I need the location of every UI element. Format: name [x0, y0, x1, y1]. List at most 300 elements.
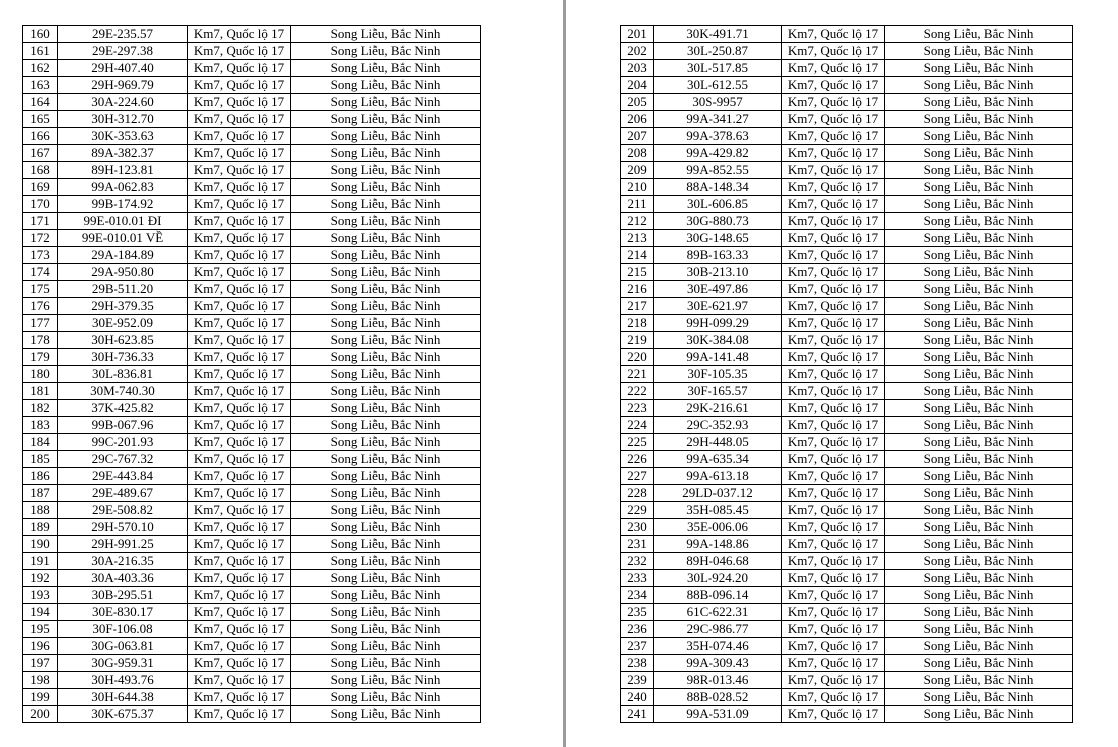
license-plate-cell: 89A-382.37	[58, 145, 188, 162]
location-place-cell: Song Liễu, Bắc Ninh	[885, 213, 1073, 230]
location-place-cell: Song Liễu, Bắc Ninh	[291, 672, 481, 689]
location-place-cell: Song Liễu, Bắc Ninh	[885, 128, 1073, 145]
location-place-cell: Song Liễu, Bắc Ninh	[885, 587, 1073, 604]
table-row	[621, 145, 1073, 162]
license-plate-cell: 89H-046.68	[654, 553, 782, 570]
location-km-cell: Km7, Quốc lộ 17	[782, 145, 885, 162]
location-place-cell: Song Liễu, Bắc Ninh	[291, 502, 481, 519]
row-number-cell: 227	[621, 468, 654, 485]
location-km-cell: Km7, Quốc lộ 17	[188, 570, 291, 587]
row-number-cell: 196	[23, 638, 58, 655]
license-plate-cell: 29E-489.67	[58, 485, 188, 502]
table-row	[621, 621, 1073, 638]
table-row	[23, 621, 481, 638]
row-number-cell: 193	[23, 587, 58, 604]
license-plate-cell: 30K-353.63	[58, 128, 188, 145]
location-place-cell: Song Liễu, Bắc Ninh	[885, 281, 1073, 298]
location-place-cell: Song Liễu, Bắc Ninh	[291, 570, 481, 587]
location-place-cell: Song Liễu, Bắc Ninh	[885, 77, 1073, 94]
table-row	[23, 553, 481, 570]
location-km-cell: Km7, Quốc lộ 17	[188, 281, 291, 298]
license-plate-cell: 30K-384.08	[654, 332, 782, 349]
table-row	[23, 485, 481, 502]
table-row	[23, 451, 481, 468]
row-number-cell: 211	[621, 196, 654, 213]
table-row	[23, 400, 481, 417]
row-number-cell: 236	[621, 621, 654, 638]
location-place-cell: Song Liễu, Bắc Ninh	[291, 485, 481, 502]
location-km-cell: Km7, Quốc lộ 17	[782, 672, 885, 689]
table-row	[621, 638, 1073, 655]
location-km-cell: Km7, Quốc lộ 17	[188, 196, 291, 213]
table-row	[621, 281, 1073, 298]
table-row	[621, 94, 1073, 111]
license-plate-cell: 99A-613.18	[654, 468, 782, 485]
location-place-cell: Song Liễu, Bắc Ninh	[291, 587, 481, 604]
license-plate-cell: 99A-309.43	[654, 655, 782, 672]
location-km-cell: Km7, Quốc lộ 17	[188, 366, 291, 383]
row-number-cell: 224	[621, 417, 654, 434]
row-number-cell: 209	[621, 162, 654, 179]
location-place-cell: Song Liễu, Bắc Ninh	[885, 672, 1073, 689]
location-km-cell: Km7, Quốc lộ 17	[782, 553, 885, 570]
location-km-cell: Km7, Quốc lộ 17	[782, 502, 885, 519]
location-place-cell: Song Liễu, Bắc Ninh	[291, 536, 481, 553]
location-place-cell: Song Liễu, Bắc Ninh	[291, 162, 481, 179]
location-place-cell: Song Liễu, Bắc Ninh	[885, 570, 1073, 587]
table-row	[621, 247, 1073, 264]
location-place-cell: Song Liễu, Bắc Ninh	[291, 230, 481, 247]
license-plate-cell: 89B-163.33	[654, 247, 782, 264]
row-number-cell: 221	[621, 366, 654, 383]
location-place-cell: Song Liễu, Bắc Ninh	[885, 604, 1073, 621]
row-number-cell: 203	[621, 60, 654, 77]
row-number-cell: 181	[23, 383, 58, 400]
row-number-cell: 182	[23, 400, 58, 417]
location-place-cell: Song Liễu, Bắc Ninh	[291, 689, 481, 706]
license-plate-cell: 29A-950.80	[58, 264, 188, 281]
table-row	[621, 570, 1073, 587]
license-plate-cell: 88A-148.34	[654, 179, 782, 196]
table-row	[621, 111, 1073, 128]
table-row	[23, 570, 481, 587]
license-plate-cell: 30G-880.73	[654, 213, 782, 230]
license-plate-cell: 99B-067.96	[58, 417, 188, 434]
location-km-cell: Km7, Quốc lộ 17	[782, 485, 885, 502]
row-number-cell: 217	[621, 298, 654, 315]
license-plate-cell: 30K-675.37	[58, 706, 188, 723]
license-plate-cell: 30H-493.76	[58, 672, 188, 689]
row-number-cell: 207	[621, 128, 654, 145]
location-km-cell: Km7, Quốc lộ 17	[188, 179, 291, 196]
row-number-cell: 165	[23, 111, 58, 128]
location-place-cell: Song Liễu, Bắc Ninh	[291, 638, 481, 655]
page-right	[566, 0, 1118, 747]
license-plate-cell: 29H-407.40	[58, 60, 188, 77]
table-row	[621, 706, 1073, 723]
table-row	[621, 536, 1073, 553]
row-number-cell: 216	[621, 281, 654, 298]
license-plate-cell: 99E-010.01 ĐI	[58, 213, 188, 230]
row-number-cell: 173	[23, 247, 58, 264]
license-plate-cell: 30L-606.85	[654, 196, 782, 213]
location-place-cell: Song Liễu, Bắc Ninh	[291, 706, 481, 723]
license-plate-cell: 30F-105.35	[654, 366, 782, 383]
location-km-cell: Km7, Quốc lộ 17	[782, 706, 885, 723]
license-plate-cell: 30H-736.33	[58, 349, 188, 366]
license-plate-cell: 30H-623.85	[58, 332, 188, 349]
location-place-cell: Song Liễu, Bắc Ninh	[885, 536, 1073, 553]
license-plate-cell: 29K-216.61	[654, 400, 782, 417]
location-place-cell: Song Liễu, Bắc Ninh	[291, 111, 481, 128]
license-plate-cell: 30B-213.10	[654, 264, 782, 281]
location-km-cell: Km7, Quốc lộ 17	[188, 417, 291, 434]
location-km-cell: Km7, Quốc lộ 17	[782, 264, 885, 281]
row-number-cell: 160	[23, 26, 58, 43]
location-km-cell: Km7, Quốc lộ 17	[188, 553, 291, 570]
location-place-cell: Song Liễu, Bắc Ninh	[291, 519, 481, 536]
row-number-cell: 215	[621, 264, 654, 281]
location-place-cell: Song Liễu, Bắc Ninh	[291, 43, 481, 60]
license-plate-cell: 89H-123.81	[58, 162, 188, 179]
location-place-cell: Song Liễu, Bắc Ninh	[291, 196, 481, 213]
row-number-cell: 206	[621, 111, 654, 128]
location-place-cell: Song Liễu, Bắc Ninh	[291, 77, 481, 94]
table-row	[23, 638, 481, 655]
table-row	[621, 604, 1073, 621]
location-place-cell: Song Liễu, Bắc Ninh	[885, 519, 1073, 536]
row-number-cell: 239	[621, 672, 654, 689]
row-number-cell: 201	[621, 26, 654, 43]
location-km-cell: Km7, Quốc lộ 17	[188, 298, 291, 315]
location-km-cell: Km7, Quốc lộ 17	[782, 519, 885, 536]
license-plate-cell: 88B-028.52	[654, 689, 782, 706]
location-km-cell: Km7, Quốc lộ 17	[782, 570, 885, 587]
location-place-cell: Song Liễu, Bắc Ninh	[291, 366, 481, 383]
location-km-cell: Km7, Quốc lộ 17	[188, 383, 291, 400]
row-number-cell: 189	[23, 519, 58, 536]
row-number-cell: 225	[621, 434, 654, 451]
table-row	[23, 26, 481, 43]
license-plate-cell: 37K-425.82	[58, 400, 188, 417]
license-plate-cell: 29H-448.05	[654, 434, 782, 451]
location-place-cell: Song Liễu, Bắc Ninh	[291, 213, 481, 230]
table-row	[23, 655, 481, 672]
location-km-cell: Km7, Quốc lộ 17	[188, 451, 291, 468]
location-place-cell: Song Liễu, Bắc Ninh	[885, 468, 1073, 485]
row-number-cell: 226	[621, 451, 654, 468]
location-place-cell: Song Liễu, Bắc Ninh	[885, 315, 1073, 332]
license-plate-cell: 29B-511.20	[58, 281, 188, 298]
license-plate-cell: 35E-006.06	[654, 519, 782, 536]
license-plate-cell: 99A-341.27	[654, 111, 782, 128]
table-row	[621, 60, 1073, 77]
row-number-cell: 172	[23, 230, 58, 247]
row-number-cell: 205	[621, 94, 654, 111]
location-place-cell: Song Liễu, Bắc Ninh	[291, 621, 481, 638]
row-number-cell: 179	[23, 349, 58, 366]
license-plate-cell: 29E-508.82	[58, 502, 188, 519]
location-place-cell: Song Liễu, Bắc Ninh	[291, 468, 481, 485]
license-plate-cell: 30B-295.51	[58, 587, 188, 604]
license-plate-cell: 30L-517.85	[654, 60, 782, 77]
location-place-cell: Song Liễu, Bắc Ninh	[291, 655, 481, 672]
table-row	[23, 315, 481, 332]
location-km-cell: Km7, Quốc lộ 17	[188, 264, 291, 281]
license-plate-cell: 35H-085.45	[654, 502, 782, 519]
location-place-cell: Song Liễu, Bắc Ninh	[885, 553, 1073, 570]
location-km-cell: Km7, Quốc lộ 17	[188, 43, 291, 60]
table-row	[621, 485, 1073, 502]
row-number-cell: 188	[23, 502, 58, 519]
license-plate-cell: 29C-352.93	[654, 417, 782, 434]
location-place-cell: Song Liễu, Bắc Ninh	[291, 94, 481, 111]
row-number-cell: 184	[23, 434, 58, 451]
row-number-cell: 212	[621, 213, 654, 230]
location-place-cell: Song Liễu, Bắc Ninh	[291, 145, 481, 162]
license-plate-cell: 29A-184.89	[58, 247, 188, 264]
row-number-cell: 222	[621, 383, 654, 400]
location-place-cell: Song Liễu, Bắc Ninh	[885, 417, 1073, 434]
license-plate-cell: 30H-312.70	[58, 111, 188, 128]
location-km-cell: Km7, Quốc lộ 17	[782, 60, 885, 77]
location-place-cell: Song Liễu, Bắc Ninh	[291, 60, 481, 77]
table-row	[23, 604, 481, 621]
location-km-cell: Km7, Quốc lộ 17	[188, 400, 291, 417]
license-plate-cell: 30E-952.09	[58, 315, 188, 332]
location-place-cell: Song Liễu, Bắc Ninh	[291, 383, 481, 400]
row-number-cell: 191	[23, 553, 58, 570]
row-number-cell: 167	[23, 145, 58, 162]
location-km-cell: Km7, Quốc lộ 17	[782, 247, 885, 264]
license-plate-cell: 99A-635.34	[654, 451, 782, 468]
location-km-cell: Km7, Quốc lộ 17	[782, 43, 885, 60]
row-number-cell: 214	[621, 247, 654, 264]
row-number-cell: 171	[23, 213, 58, 230]
license-plate-cell: 30G-063.81	[58, 638, 188, 655]
location-place-cell: Song Liễu, Bắc Ninh	[885, 366, 1073, 383]
license-plate-cell: 29E-297.38	[58, 43, 188, 60]
location-km-cell: Km7, Quốc lộ 17	[782, 298, 885, 315]
row-number-cell: 200	[23, 706, 58, 723]
location-km-cell: Km7, Quốc lộ 17	[782, 655, 885, 672]
location-km-cell: Km7, Quốc lộ 17	[782, 400, 885, 417]
table-row	[23, 366, 481, 383]
table-row	[621, 672, 1073, 689]
license-plate-cell: 99B-174.92	[58, 196, 188, 213]
table-row	[621, 689, 1073, 706]
location-place-cell: Song Liễu, Bắc Ninh	[885, 298, 1073, 315]
location-place-cell: Song Liễu, Bắc Ninh	[291, 400, 481, 417]
location-place-cell: Song Liễu, Bắc Ninh	[885, 264, 1073, 281]
table-row	[23, 536, 481, 553]
location-km-cell: Km7, Quốc lộ 17	[782, 77, 885, 94]
license-plate-cell: 29LD-037.12	[654, 485, 782, 502]
table-row	[23, 706, 481, 723]
location-place-cell: Song Liễu, Bắc Ninh	[291, 349, 481, 366]
location-place-cell: Song Liễu, Bắc Ninh	[291, 179, 481, 196]
row-number-cell: 219	[621, 332, 654, 349]
location-km-cell: Km7, Quốc lộ 17	[188, 655, 291, 672]
location-place-cell: Song Liễu, Bắc Ninh	[885, 485, 1073, 502]
location-km-cell: Km7, Quốc lộ 17	[188, 247, 291, 264]
location-km-cell: Km7, Quốc lộ 17	[188, 672, 291, 689]
location-place-cell: Song Liễu, Bắc Ninh	[885, 400, 1073, 417]
location-place-cell: Song Liễu, Bắc Ninh	[885, 655, 1073, 672]
location-km-cell: Km7, Quốc lộ 17	[188, 502, 291, 519]
location-km-cell: Km7, Quốc lộ 17	[782, 349, 885, 366]
row-number-cell: 233	[621, 570, 654, 587]
location-km-cell: Km7, Quốc lộ 17	[188, 434, 291, 451]
table-row	[23, 247, 481, 264]
row-number-cell: 175	[23, 281, 58, 298]
row-number-cell: 228	[621, 485, 654, 502]
license-plate-cell: 30L-924.20	[654, 570, 782, 587]
row-number-cell: 180	[23, 366, 58, 383]
table-row	[621, 383, 1073, 400]
table-row	[23, 672, 481, 689]
location-km-cell: Km7, Quốc lộ 17	[782, 604, 885, 621]
location-place-cell: Song Liễu, Bắc Ninh	[885, 162, 1073, 179]
license-plate-cell: 29H-379.35	[58, 298, 188, 315]
license-plate-cell: 30E-621.97	[654, 298, 782, 315]
license-plate-cell: 30E-497.86	[654, 281, 782, 298]
table-row	[23, 196, 481, 213]
row-number-cell: 238	[621, 655, 654, 672]
license-plate-cell: 98R-013.46	[654, 672, 782, 689]
location-km-cell: Km7, Quốc lộ 17	[782, 281, 885, 298]
license-plate-cell: 30A-216.35	[58, 553, 188, 570]
location-place-cell: Song Liễu, Bắc Ninh	[885, 230, 1073, 247]
location-place-cell: Song Liễu, Bắc Ninh	[291, 247, 481, 264]
location-km-cell: Km7, Quốc lộ 17	[782, 366, 885, 383]
location-km-cell: Km7, Quốc lộ 17	[188, 604, 291, 621]
license-plate-cell: 99A-141.48	[654, 349, 782, 366]
license-plate-cell: 30A-403.36	[58, 570, 188, 587]
table-row	[23, 43, 481, 60]
table-row	[23, 689, 481, 706]
row-number-cell: 192	[23, 570, 58, 587]
location-km-cell: Km7, Quốc lộ 17	[782, 230, 885, 247]
license-plate-cell: 99C-201.93	[58, 434, 188, 451]
table-row	[23, 298, 481, 315]
license-plate-cell: 29E-235.57	[58, 26, 188, 43]
table-row	[621, 434, 1073, 451]
table-row	[621, 332, 1073, 349]
location-km-cell: Km7, Quốc lộ 17	[782, 111, 885, 128]
table-row	[23, 434, 481, 451]
table-row	[23, 281, 481, 298]
license-plate-cell: 29H-969.79	[58, 77, 188, 94]
row-number-cell: 187	[23, 485, 58, 502]
location-place-cell: Song Liễu, Bắc Ninh	[885, 179, 1073, 196]
table-row	[23, 94, 481, 111]
table-row	[621, 298, 1073, 315]
row-number-cell: 210	[621, 179, 654, 196]
row-number-cell: 174	[23, 264, 58, 281]
row-number-cell: 235	[621, 604, 654, 621]
table-row	[621, 655, 1073, 672]
table-row	[621, 43, 1073, 60]
location-place-cell: Song Liễu, Bắc Ninh	[291, 281, 481, 298]
location-place-cell: Song Liễu, Bắc Ninh	[885, 247, 1073, 264]
location-km-cell: Km7, Quốc lộ 17	[188, 468, 291, 485]
location-km-cell: Km7, Quốc lộ 17	[782, 621, 885, 638]
row-number-cell: 232	[621, 553, 654, 570]
table-row	[621, 128, 1073, 145]
location-place-cell: Song Liễu, Bắc Ninh	[291, 264, 481, 281]
location-place-cell: Song Liễu, Bắc Ninh	[291, 553, 481, 570]
table-row	[23, 332, 481, 349]
location-km-cell: Km7, Quốc lộ 17	[782, 587, 885, 604]
location-km-cell: Km7, Quốc lộ 17	[188, 689, 291, 706]
table-row	[621, 502, 1073, 519]
row-number-cell: 178	[23, 332, 58, 349]
row-number-cell: 161	[23, 43, 58, 60]
license-plate-cell: 99A-531.09	[654, 706, 782, 723]
location-km-cell: Km7, Quốc lộ 17	[782, 162, 885, 179]
location-km-cell: Km7, Quốc lộ 17	[782, 26, 885, 43]
row-number-cell: 213	[621, 230, 654, 247]
table-row	[23, 349, 481, 366]
table-row	[23, 264, 481, 281]
location-km-cell: Km7, Quốc lộ 17	[188, 621, 291, 638]
row-number-cell: 240	[621, 689, 654, 706]
table-row	[621, 230, 1073, 247]
license-plate-cell: 30G-148.65	[654, 230, 782, 247]
row-number-cell: 183	[23, 417, 58, 434]
table-row	[23, 162, 481, 179]
table-row	[23, 502, 481, 519]
row-number-cell: 163	[23, 77, 58, 94]
license-plate-cell: 30M-740.30	[58, 383, 188, 400]
location-km-cell: Km7, Quốc lộ 17	[782, 536, 885, 553]
table-row	[621, 553, 1073, 570]
location-km-cell: Km7, Quốc lộ 17	[188, 162, 291, 179]
location-place-cell: Song Liễu, Bắc Ninh	[885, 621, 1073, 638]
location-km-cell: Km7, Quốc lộ 17	[188, 230, 291, 247]
row-number-cell: 186	[23, 468, 58, 485]
license-plate-cell: 29E-443.84	[58, 468, 188, 485]
license-plate-cell: 99A-148.86	[654, 536, 782, 553]
row-number-cell: 202	[621, 43, 654, 60]
license-plate-cell: 29C-767.32	[58, 451, 188, 468]
table-row	[23, 111, 481, 128]
row-number-cell: 162	[23, 60, 58, 77]
location-place-cell: Song Liễu, Bắc Ninh	[291, 604, 481, 621]
location-place-cell: Song Liễu, Bắc Ninh	[885, 111, 1073, 128]
license-plate-cell: 99A-429.82	[654, 145, 782, 162]
table-row	[621, 264, 1073, 281]
location-place-cell: Song Liễu, Bắc Ninh	[885, 60, 1073, 77]
location-km-cell: Km7, Quốc lộ 17	[782, 332, 885, 349]
license-plate-cell: 30K-491.71	[654, 26, 782, 43]
location-place-cell: Song Liễu, Bắc Ninh	[885, 43, 1073, 60]
location-place-cell: Song Liễu, Bắc Ninh	[885, 349, 1073, 366]
row-number-cell: 185	[23, 451, 58, 468]
location-km-cell: Km7, Quốc lộ 17	[782, 689, 885, 706]
table-row	[23, 60, 481, 77]
location-place-cell: Song Liễu, Bắc Ninh	[885, 638, 1073, 655]
row-number-cell: 197	[23, 655, 58, 672]
table-row	[23, 519, 481, 536]
table-row	[621, 349, 1073, 366]
vehicle-table-left-body	[23, 26, 481, 723]
table-row	[621, 196, 1073, 213]
row-number-cell: 241	[621, 706, 654, 723]
table-row	[23, 230, 481, 247]
location-km-cell: Km7, Quốc lộ 17	[782, 94, 885, 111]
